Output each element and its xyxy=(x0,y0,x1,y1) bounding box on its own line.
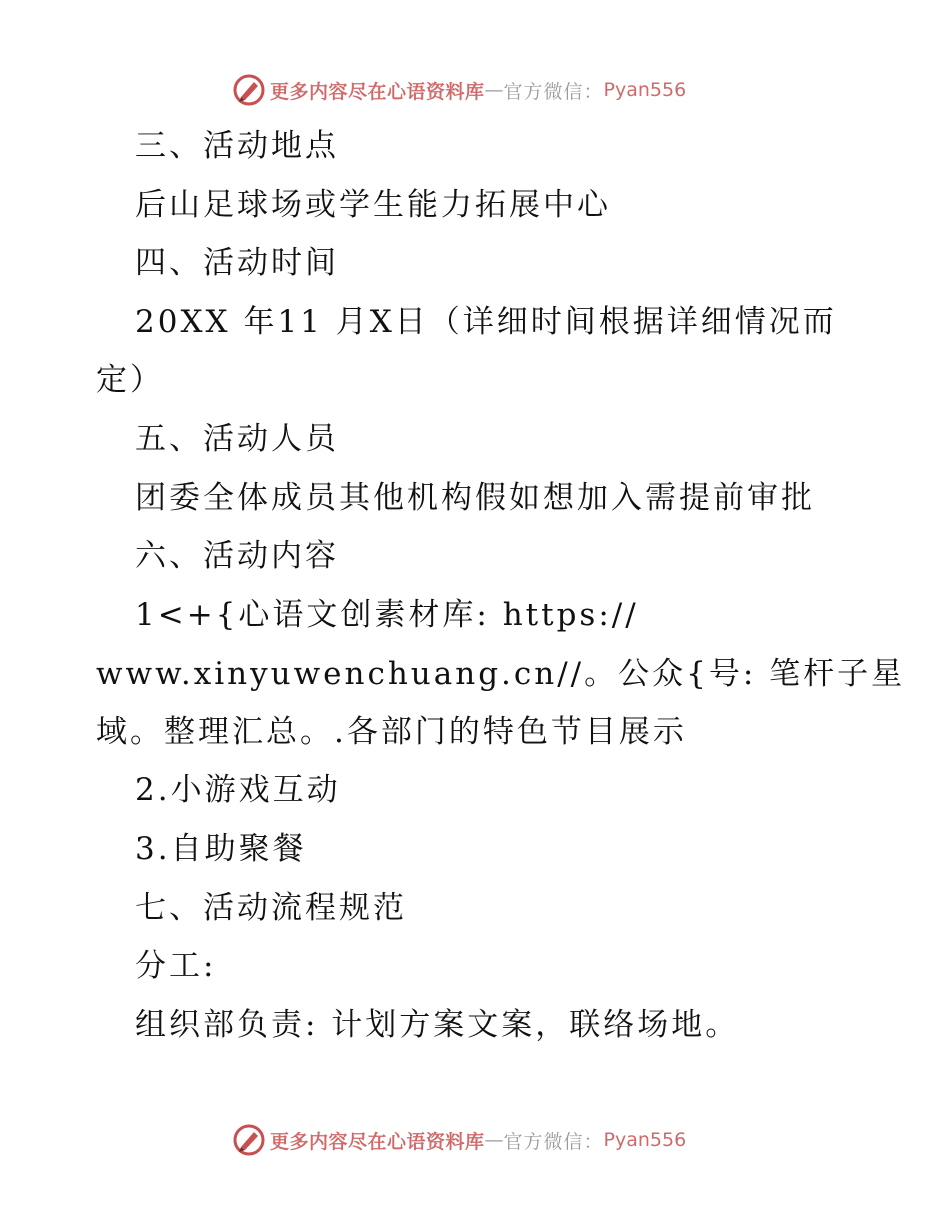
header-banner xyxy=(232,70,712,110)
section-heading-people: 五、活动人员 xyxy=(135,421,339,457)
section-heading-content: 六、活动内容 xyxy=(135,538,339,574)
footer-wechat-label: 官方微信： xyxy=(503,1130,604,1153)
header-wechat-id: Pyan556 xyxy=(603,79,687,101)
footer-dash: — xyxy=(484,1129,504,1151)
paragraph-line: 域。整理汇总。.各部门的特色节目展示 xyxy=(96,714,687,750)
paragraph-line: 1<+{心语文创素材库: https:// xyxy=(135,597,639,633)
header-brand-text: 更多内容尽在心语资料库 xyxy=(270,80,485,103)
paragraph-line: 团委全体成员其他机构假如想加入需提前审批 xyxy=(135,480,815,516)
header-dash: — xyxy=(484,79,504,101)
footer-banner xyxy=(232,1120,712,1160)
paragraph-line: 20XX 年11 月X日（详细时间根据详细情况而 xyxy=(135,304,837,340)
section-heading-time: 四、活动时间 xyxy=(135,245,339,281)
paragraph-line: 定） xyxy=(96,362,164,398)
footer-wechat-id: Pyan556 xyxy=(603,1129,687,1151)
list-item: 3.自助聚餐 xyxy=(135,831,307,867)
paragraph-line: www.xinyuwenchuang.cn//。公众{号: 笔杆子星 xyxy=(96,656,906,692)
section-heading-process: 七、活动流程规范 xyxy=(135,890,407,926)
footer-brand-text: 更多内容尽在心语资料库 xyxy=(270,1130,485,1153)
paragraph-line: 分工: xyxy=(135,948,217,984)
list-item: 2.小游戏互动 xyxy=(135,772,341,808)
pen-logo-icon xyxy=(232,1123,266,1157)
paragraph-line: 后山足球场或学生能力拓展中心 xyxy=(135,187,611,223)
pen-logo-icon xyxy=(232,73,266,107)
section-heading-location: 三、活动地点 xyxy=(135,128,339,164)
paragraph-line: 组织部负责: 计划方案文案，联络场地。 xyxy=(135,1007,740,1043)
header-wechat-label: 官方微信： xyxy=(503,80,604,103)
